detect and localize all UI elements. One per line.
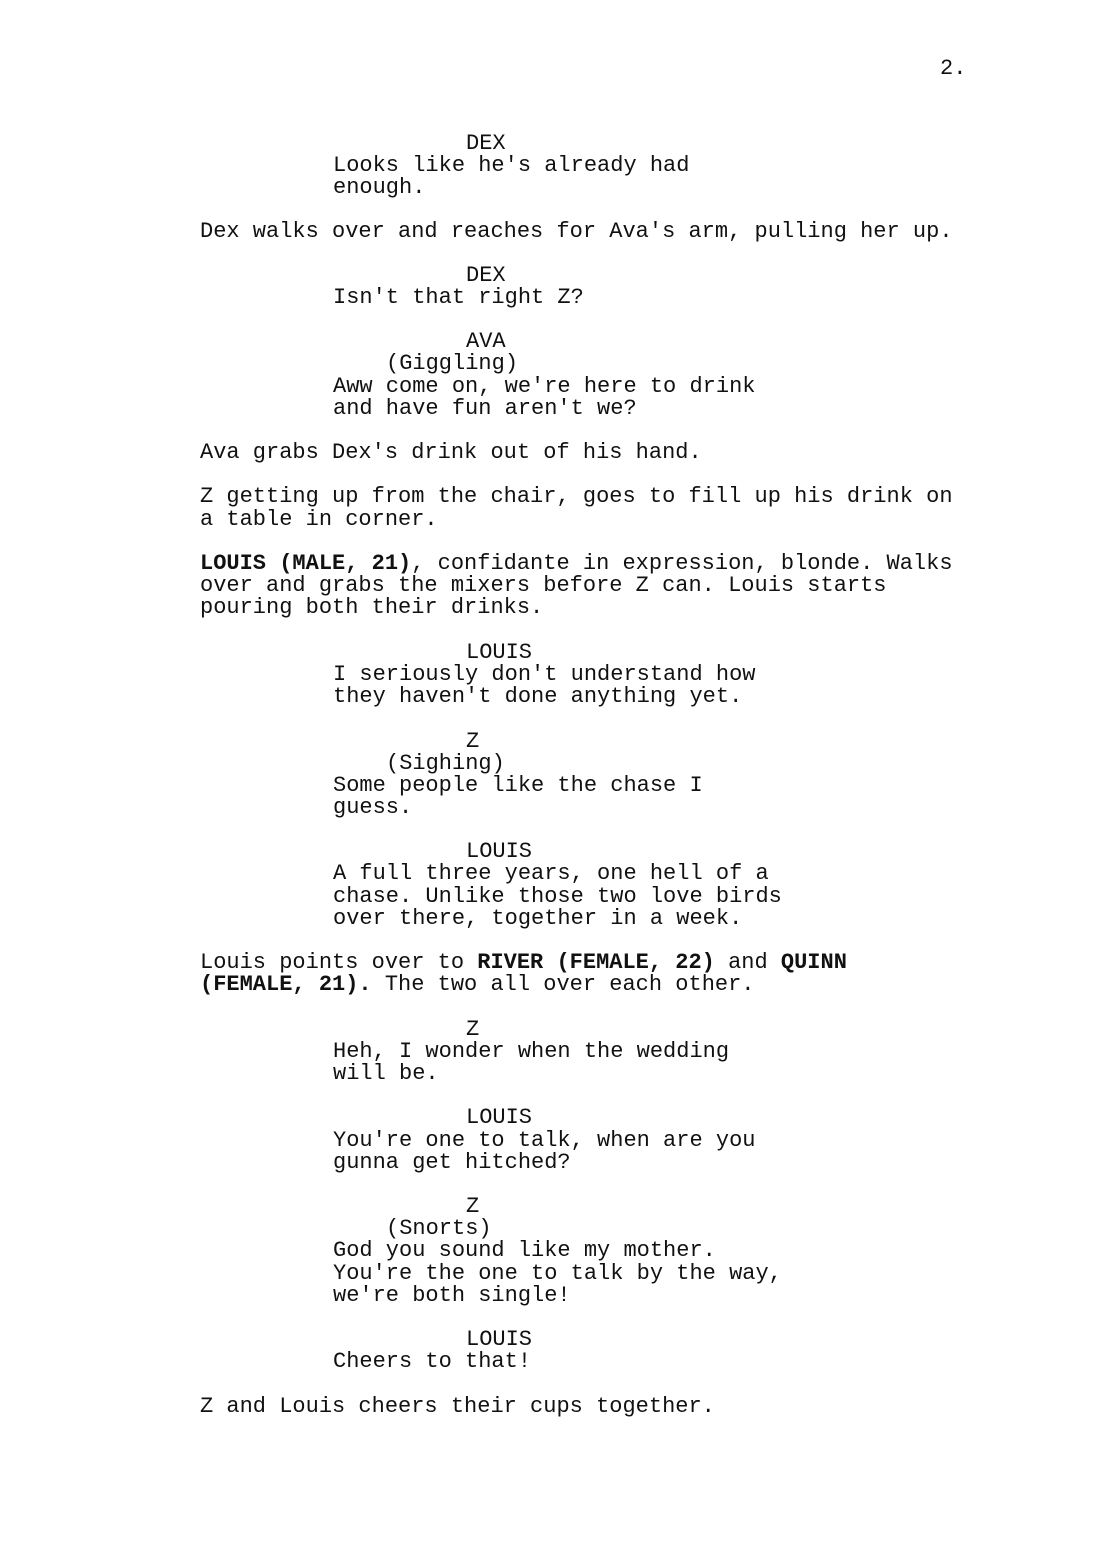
character-intro: RIVER (FEMALE, 22) xyxy=(477,950,715,975)
character-intro: (FEMALE, 21). xyxy=(200,972,372,997)
action-text: and xyxy=(714,950,781,975)
character-name: Z xyxy=(466,1017,480,1042)
parenthetical: (Snorts) xyxy=(386,1216,492,1241)
character-intro: QUINN xyxy=(780,950,847,975)
character-intro: LOUIS (MALE, 21) xyxy=(200,551,412,576)
dialogue-line: guess. xyxy=(333,795,413,820)
dialogue-line: enough. xyxy=(333,175,426,200)
dialogue-line: Aww come on, we're here to drink xyxy=(333,374,756,399)
dialogue-line: they haven't done anything yet. xyxy=(333,684,743,709)
character-name: Z xyxy=(466,729,480,754)
character-name: LOUIS xyxy=(466,1327,533,1352)
action-text: Louis points over to xyxy=(200,950,478,975)
action-line: Ava grabs Dex's drink out of his hand. xyxy=(200,440,702,465)
action-line xyxy=(200,952,847,974)
parenthetical: (Giggling) xyxy=(386,351,519,376)
dialogue-line: Cheers to that! xyxy=(333,1349,532,1374)
action-line: Dex walks over and reaches for Ava's arm, pulling her up. xyxy=(200,219,953,244)
character-name: DEX xyxy=(466,263,506,288)
character-name: DEX xyxy=(466,131,506,156)
character-name: LOUIS xyxy=(466,839,533,864)
page-number: 2. xyxy=(940,56,967,81)
dialogue-line: Some people like the chase I xyxy=(333,773,703,798)
character-name: Z xyxy=(466,1194,480,1219)
action-line xyxy=(200,974,755,996)
dialogue-line: Isn't that right Z? xyxy=(333,285,584,310)
action-text: The two all over each other. xyxy=(371,972,755,997)
dialogue-line: will be. xyxy=(333,1061,439,1086)
character-name: AVA xyxy=(466,329,506,354)
dialogue-line: chase. Unlike those two love birds xyxy=(333,884,782,909)
action-line: over and grabs the mixers before Z can. Louis starts xyxy=(200,573,887,598)
action-line: Z and Louis cheers their cups together. xyxy=(200,1394,715,1419)
action-line: a table in corner. xyxy=(200,507,438,532)
dialogue-line: You're the one to talk by the way, xyxy=(333,1261,782,1286)
action-line xyxy=(200,553,953,575)
dialogue-line: Heh, I wonder when the wedding xyxy=(333,1039,730,1064)
action-line: pouring both their drinks. xyxy=(200,595,544,620)
dialogue-line: A full three years, one hell of a xyxy=(333,861,769,886)
dialogue-line: Looks like he's already had xyxy=(333,153,690,178)
dialogue-line: You're one to talk, when are you xyxy=(333,1128,756,1153)
character-name: LOUIS xyxy=(466,1105,533,1130)
action-line: Z getting up from the chair, goes to fill up his drink on xyxy=(200,484,953,509)
dialogue-line: we're both single! xyxy=(333,1283,571,1308)
dialogue-line: gunna get hitched? xyxy=(333,1150,571,1175)
character-name: LOUIS xyxy=(466,640,533,665)
dialogue-line: and have fun aren't we? xyxy=(333,396,637,421)
dialogue-line: I seriously don't understand how xyxy=(333,662,756,687)
parenthetical: (Sighing) xyxy=(386,751,505,776)
dialogue-line: God you sound like my mother. xyxy=(333,1238,716,1263)
action-text: , confidante in expression, blonde. Walks xyxy=(411,551,953,576)
dialogue-line: over there, together in a week. xyxy=(333,906,743,931)
